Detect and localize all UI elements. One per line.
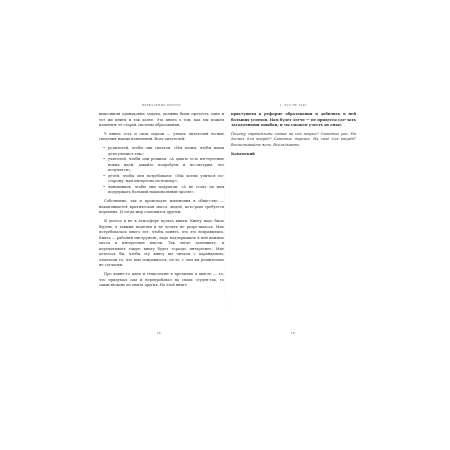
spine-shadow	[224, 90, 225, 350]
right-page-number: 19	[291, 331, 295, 335]
right-page	[231, 104, 356, 160]
list-item: • родителей, чтобы они сказали: «Мы хотим, чтобы наши дети учились так»;	[108, 146, 224, 157]
right-paragraph-1	[231, 112, 356, 129]
left-paragraph-2: У книги есть и свои задачи — узнать читателей но-вые сведения наших изменений. Всех читателей:	[99, 131, 224, 142]
left-running-header: ВЕРБАЛЬНЫЕ ПРОТОТ	[142, 104, 181, 107]
left-paragraph-1: выполнили одинаковые задачи, должны были прочесть один и тот же книги и так далее. Эта книга о том, как мы можем изменить ее старой системы образования.	[99, 112, 224, 128]
list-item: • учителей, чтобы они решили: «А давать есть ин-тересные новых идей, давайте попробуем и по-смотрим, что получится»;	[108, 157, 224, 174]
right-signature	[231, 152, 356, 158]
left-paragraph-4: Я долгое и не в атмосфере культа книги. Книгу надо было беречь, в тавыми пометки и не делать не разре-шалось. Мне потребовалось много лет, чтобы понять, что это неправильно. Книга — рабочий инструмент, надо подчеркивать в ней важные места и интересные мысли. Так легче запомнить, и перечитывать такую книгу будет гораздо интереснее. Мне хотелось бы, чтобы эту книгу вы читали с карандашом, отмечали то, что вам понравилось, по-то, с чем вы решительно не согласны.	[99, 219, 224, 268]
audience-list	[99, 146, 224, 196]
left-paragraph-5: Про какие-то идеи и технологии я прочитаю в цик-ле — то, что придумал сам и перепробовал на своих студен-тах, то заимствовано из опыта других. На этой книге	[99, 272, 224, 288]
right-paragraph-bold: приступили к реформе образования и добились в ней больших успехов. Нам будет легче — не придется сде-лать загадочными ошибки, и ты сможем учесть их опыт.	[231, 112, 356, 128]
left-page-number: 18	[157, 331, 161, 335]
right-italic-quote: Почему справедливы самые на сой вопрос? Сквозные рас. На досмех для вперёд? Сквозные дорогие. На своё для вперёд? Воспитывайте ясно. Вскладывать.	[231, 131, 356, 147]
list-item: • чиновников, чтобы они подумали: «А не стоит ли нам поддержать большой национальный проект».	[108, 185, 224, 196]
right-running-header: 1. ЧТО НЕ ТАК?	[280, 104, 307, 107]
signature-name: Коменский	[231, 151, 255, 156]
left-paragraph-3: Собственно, так и происходят изменения в обще-стве — накапливается критическая масса людей, кото-рым требуется перемена. И тогда мир становится другим.	[99, 199, 224, 215]
left-page	[99, 104, 224, 292]
list-item: • детей, чтобы они потребовали: «Мы хотим учиться по-старому, нам интересно по-новому»;	[108, 174, 224, 185]
